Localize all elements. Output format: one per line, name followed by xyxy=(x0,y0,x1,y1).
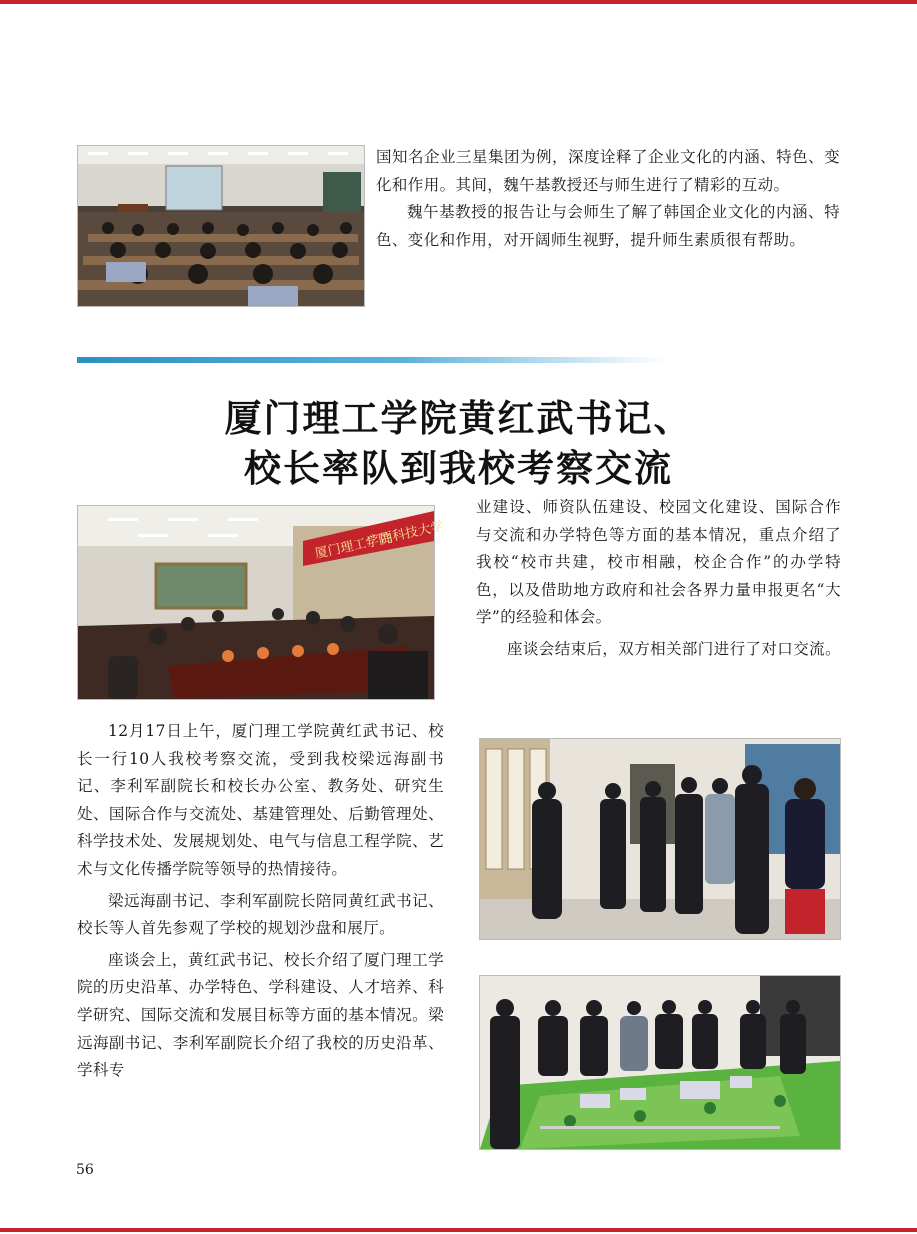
banner-text-right: 广西科技大学 xyxy=(365,519,446,550)
exhibition-hall-photo xyxy=(479,738,841,940)
right-paragraph-1: 业建设、师资队伍建设、校园文化建设、国际合作与交流和办学特色等方面的基本情况，重点介绍了我校“校市共建，校市相融，校企合作”的办学特色，以及借助地方政府和社会各界力量申报更名“大学”的经验和体会。 xyxy=(476,498,841,627)
left-paragraph-2: 梁远海副书记、李利军副院长陪同黄红武书记、校长等人首先参观了学校的规划沙盘和展厅。 xyxy=(77,891,444,938)
right-text-column xyxy=(476,494,841,664)
top-paragraph-1: 国知名企业三星集团为例，深度诠释了企业文化的内涵、特色、变化和作用。其间，魏午基教授还与师生进行了精彩的互动。 xyxy=(376,148,840,194)
left-paragraph-3: 座谈会上，黄红武书记、校长介绍了厦门理工学院的历史沿革、办学特色、学科建设、人才培养、科学研究、国际交流和发展目标等方面的基本情况。梁远海副书记、李利军副院长介绍了我校的历史沿革、学科专 xyxy=(77,950,444,1080)
meeting-room-photo xyxy=(77,505,446,700)
campus-model-photo xyxy=(479,975,841,1150)
lecture-hall-photo xyxy=(77,145,365,307)
left-paragraph-1: 12月17日上午，厦门理工学院黄红武书记、校长一行10人我校考察交流，受到我校梁远海副书记、李利军副院长和校长办公室、教务处、研究生处、国际合作与交流处、基建管理处、后勤管理处、科学技术处、发展规划处、电气与信息工程学院、艺术与文化传播学院等领导的热情接待。 xyxy=(77,722,444,878)
top-paragraph-2: 魏午基教授的报告让与会师生了解了韩国企业文化的内涵、特色、变化和作用，对开阔师生视野，提升师生素质很有帮助。 xyxy=(376,203,840,249)
section-divider xyxy=(77,357,667,363)
banner-text-left: 厦门理工学院 xyxy=(313,531,394,562)
top-border xyxy=(0,0,917,4)
bottom-border xyxy=(0,1228,917,1232)
page-number: 56 xyxy=(76,1162,94,1178)
left-text-column xyxy=(77,718,444,1085)
article-title-line-2: 校长率队到我校考察交流 xyxy=(244,446,673,490)
right-paragraph-2: 座谈会结束后，双方相关部门进行了对口交流。 xyxy=(507,639,841,658)
article-title-line-1: 厦门理工学院黄红武书记、 xyxy=(224,396,693,440)
top-text-block xyxy=(376,144,840,254)
